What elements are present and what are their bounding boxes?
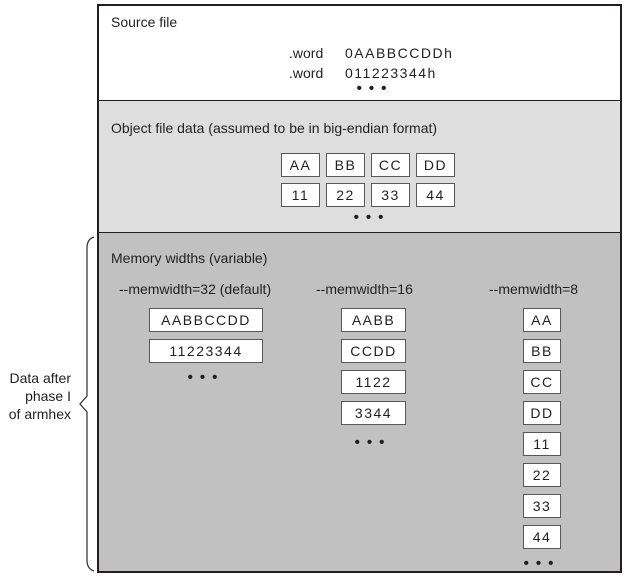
byte-box: 22: [326, 183, 365, 207]
ellipsis: •••: [354, 434, 392, 451]
object-byte-row: [281, 153, 455, 177]
memory-box: 33: [523, 494, 561, 518]
ellipsis: •••: [356, 80, 394, 97]
source-file-section: [99, 6, 620, 100]
byte-box: AA: [281, 153, 320, 177]
memwidth32-column: [149, 308, 263, 363]
ellipsis: •••: [353, 209, 391, 226]
memory-box: BB: [523, 339, 561, 363]
object-section-title: Object file data (assumed to be in big-endian format): [111, 120, 438, 136]
word-value: 0AABBCCDDh: [345, 45, 454, 61]
word-directive: .word: [289, 45, 324, 61]
memory-widths-section: [99, 232, 620, 571]
side-label-line: of armhex: [8, 406, 71, 422]
memory-box: DD: [523, 401, 561, 425]
memory-box: AABBCCDD: [149, 308, 263, 332]
byte-box: 44: [416, 183, 455, 207]
memwidth8-column: [523, 308, 561, 549]
byte-box: DD: [416, 153, 455, 177]
byte-box: CC: [371, 153, 410, 177]
memory-box: CCDD: [341, 339, 406, 363]
memwidth16-header: --memwidth=16: [316, 281, 413, 297]
byte-box: 11: [281, 183, 320, 207]
memory-box: 3344: [341, 401, 406, 425]
ellipsis: •••: [187, 369, 225, 386]
object-byte-row: [281, 183, 455, 207]
side-label-line: Data after: [9, 370, 71, 386]
memwidth32-header: --memwidth=32 (default): [119, 281, 272, 297]
memory-box: AA: [523, 308, 561, 332]
memory-box: 11223344: [149, 339, 263, 363]
source-row: [289, 45, 453, 61]
side-label-line: phase I: [25, 388, 71, 404]
memory-box: 1122: [341, 370, 406, 394]
source-row: [289, 65, 437, 81]
memory-box: CC: [523, 370, 561, 394]
memory-box: 44: [523, 525, 561, 549]
diagram-frame: [97, 4, 622, 573]
memory-box: 22: [523, 463, 561, 487]
word-value: 011223344h: [345, 65, 437, 81]
byte-box: BB: [326, 153, 365, 177]
source-section-title: Source file: [111, 14, 178, 30]
memory-box: AABB: [341, 308, 406, 332]
memory-box: 11: [523, 432, 561, 456]
ellipsis: •••: [523, 555, 561, 572]
memwidth16-column: [341, 308, 406, 425]
memory-section-title: Memory widths (variable): [111, 250, 268, 266]
object-file-section: [99, 100, 620, 232]
curly-brace-icon: [76, 236, 96, 572]
side-label: [0, 369, 71, 423]
memwidth8-header: --memwidth=8: [489, 281, 579, 297]
byte-box: 33: [371, 183, 410, 207]
word-directive: .word: [289, 65, 324, 81]
